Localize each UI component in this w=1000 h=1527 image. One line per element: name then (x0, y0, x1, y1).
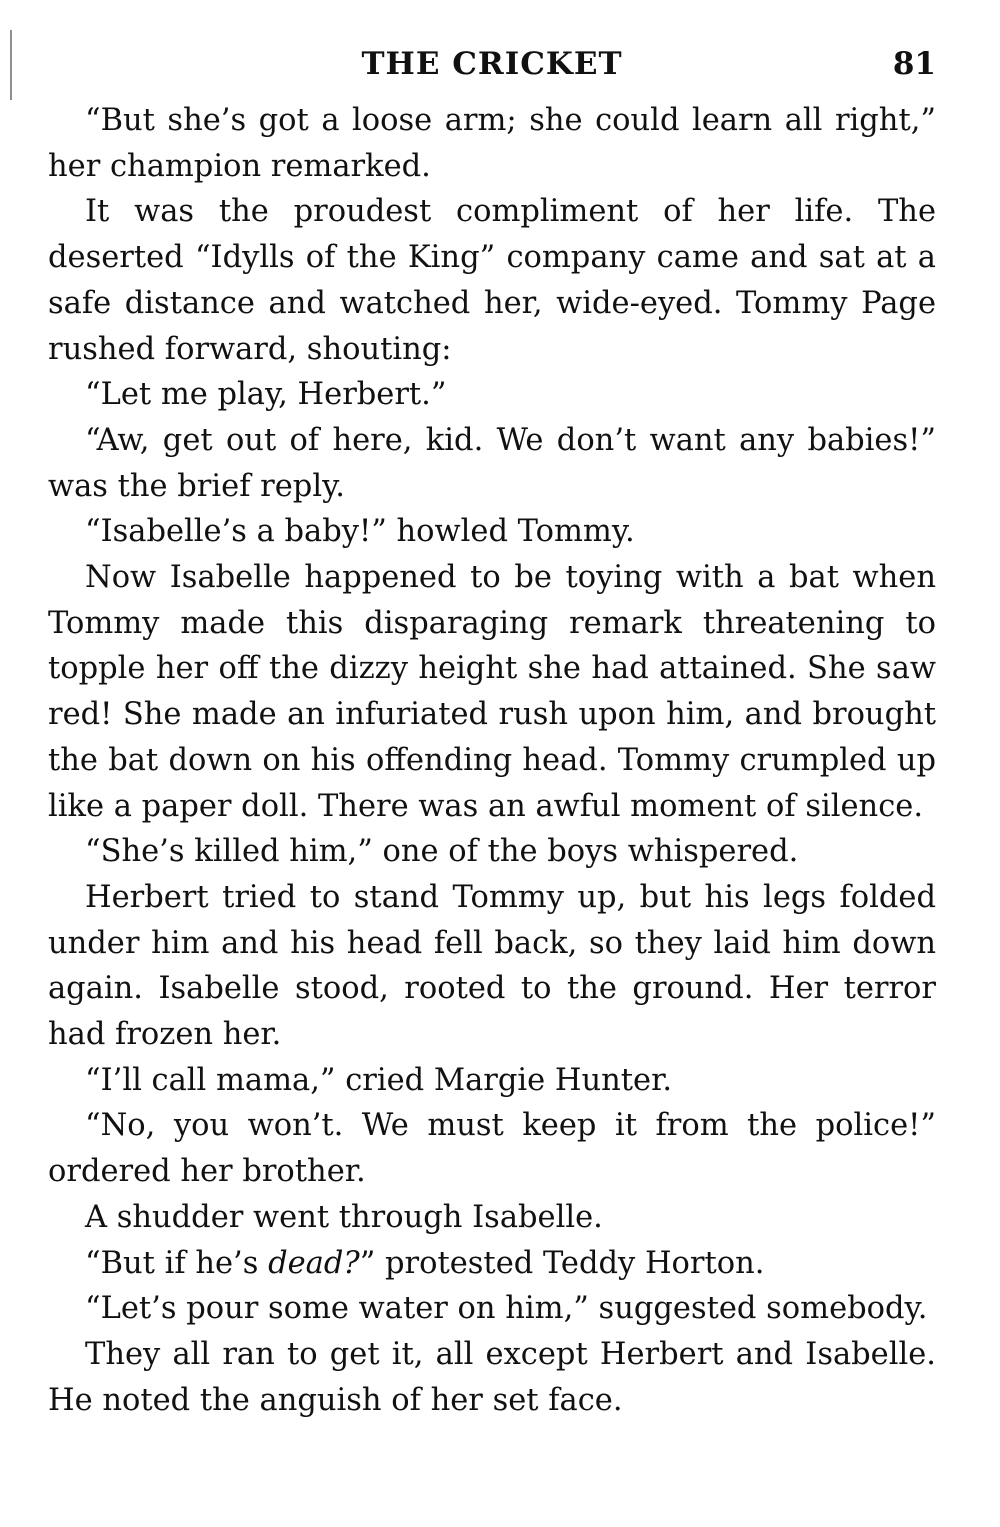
margin-scan-mark (10, 30, 12, 100)
paragraph: “Aw, get out of here, kid. We don’t want any babies!” was the brief reply. (48, 422, 936, 504)
italic-word: dead? (268, 1245, 360, 1281)
text-run: “But if he’s (85, 1245, 269, 1281)
paragraph-with-italic (48, 1241, 936, 1287)
running-title: THE CRICKET (361, 46, 623, 82)
paragraph: Herbert tried to stand Tommy up, but his legs folded under him and his head fell back, so they laid him down again. Isabelle stood, rooted to the ground. Her terror had frozen her. (48, 879, 936, 1053)
page-number: 81 (892, 46, 936, 82)
paragraph: It was the proudest compliment of her life. The deserted “Idylls of the King” company came and sat at a safe distance and watched her, wide-eyed. Tommy Page rushed forward, shouting: (48, 194, 936, 367)
book-page (48, 40, 936, 1423)
paragraph: A shudder went through Isabelle. (85, 1199, 603, 1235)
body-text (48, 98, 936, 1423)
paragraph: Now Isabelle happened to be toying with a bat when Tommy made this disparaging remark threatening to topple her off the dizzy height she had attained. She saw red! She made an infuriated rush upon him, and brought the bat down on his offending head. Tommy crumpled up like a paper doll. There was an awful moment of silence. (48, 560, 936, 824)
running-head (48, 40, 936, 92)
paragraph: “No, you won’t. We must keep it from the police!” ordered her brother. (48, 1108, 936, 1190)
paragraph: “I’ll call mama,” cried Margie Hunter. (85, 1062, 673, 1098)
paragraph: “Let’s pour some water on him,” suggested somebody. (85, 1291, 928, 1327)
paragraph: They all ran to get it, all except Herbert and Isabelle. He noted the anguish of her set face. (48, 1336, 936, 1418)
paragraph: “Isabelle’s a baby!” howled Tommy. (85, 514, 635, 550)
paragraph: “Let me play, Herbert.” (85, 377, 447, 413)
text-run: ” protested Teddy Horton. (359, 1245, 765, 1281)
paragraph: “But she’s got a loose arm; she could learn all right,” her champion remarked. (48, 103, 936, 184)
paragraph: “She’s killed him,” one of the boys whispered. (85, 834, 799, 870)
